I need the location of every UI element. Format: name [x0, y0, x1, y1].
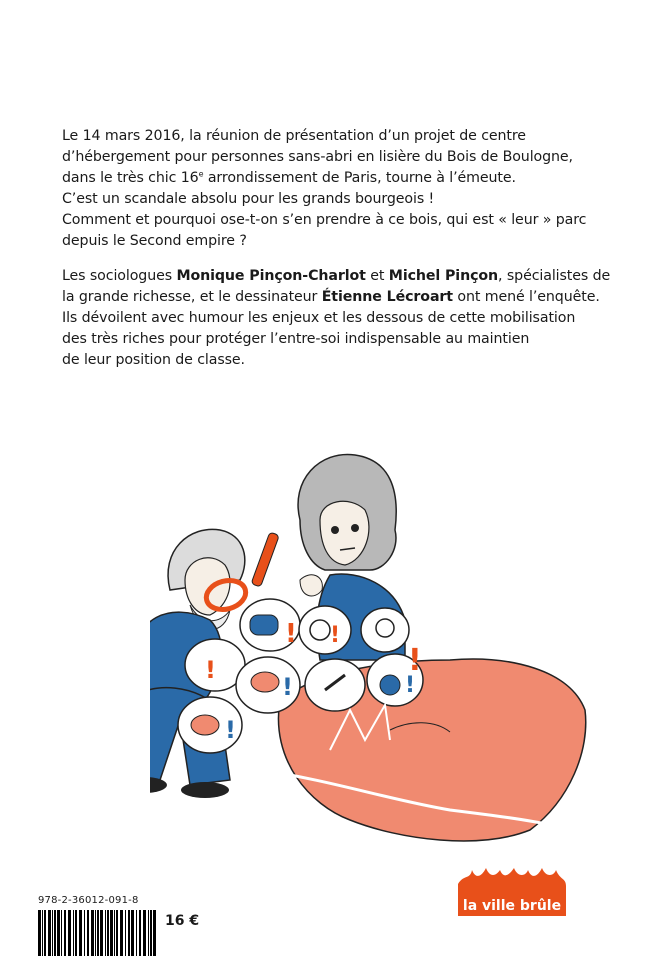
svg-text:!: !	[225, 716, 236, 744]
text-line	[62, 126, 622, 147]
barcode-bar	[61, 910, 62, 956]
barcode-bar	[139, 910, 141, 956]
barcode-bar	[150, 910, 152, 956]
text-segment: des très riches pour protéger l’entre-soi indispensable au maintien	[62, 331, 530, 347]
barcode-bar	[131, 910, 134, 956]
barcode-bar	[42, 910, 43, 956]
barcode-bar	[75, 910, 77, 956]
svg-text:!: !	[408, 643, 422, 678]
barcode-bar	[84, 910, 85, 956]
summary-paragraph-2	[62, 266, 622, 371]
barcode-bar	[114, 910, 115, 956]
price: 16 €	[165, 913, 200, 929]
text-line	[62, 329, 622, 350]
svg-text:!: !	[330, 623, 341, 648]
barcode-bar	[48, 910, 51, 956]
text-line	[62, 231, 622, 252]
text-segment: dans le très chic 16	[62, 170, 199, 186]
barcode-bar	[91, 910, 94, 956]
barcode-bar	[54, 910, 56, 956]
svg-text:!: !	[282, 673, 293, 701]
text-line	[62, 189, 622, 210]
text-line	[62, 350, 622, 371]
text-line	[62, 168, 622, 189]
barcode	[38, 910, 156, 956]
text-segment: depuis le Second empire ?	[62, 233, 247, 249]
text-segment: arrondissement de Paris, tourne à l’émeute.	[203, 170, 516, 186]
text-line	[62, 147, 622, 168]
text-segment: Les sociologues	[62, 268, 177, 284]
barcode-bar	[116, 910, 118, 956]
barcode-bar	[97, 910, 99, 956]
barcode-bar	[95, 910, 96, 956]
barcode-bar	[125, 910, 126, 956]
cover-illustration	[150, 420, 590, 860]
barcode-bar	[73, 910, 74, 956]
text-segment: Comment et pourquoi ose-t-on s’en prendre à ce bois, qui est « leur » parc	[62, 212, 587, 228]
text-line	[62, 287, 622, 308]
text-segment: d’hébergement pour personnes sans-abri en lisière du Bois de Boulogne,	[62, 149, 573, 165]
barcode-bar	[120, 910, 123, 956]
text-segment: de leur position de classe.	[62, 352, 245, 368]
author-name: Michel Pinçon	[388, 268, 499, 284]
barcode-bar	[52, 910, 53, 956]
svg-text:!: !	[205, 656, 216, 684]
text-line	[62, 210, 622, 231]
text-line	[62, 308, 622, 329]
barcode-bar	[148, 910, 149, 956]
barcode-bar	[128, 910, 130, 956]
barcode-bar	[44, 910, 46, 956]
barcode-bar	[79, 910, 82, 956]
barcode-bar	[107, 910, 109, 956]
author-name: Monique Pinçon-Charlot	[176, 268, 366, 284]
barcode-bar	[68, 910, 71, 956]
barcode-bar	[105, 910, 106, 956]
text-segment: Ils dévoilent avec humour les enjeux et les dessous de cette mobilisation	[62, 310, 576, 326]
svg-text:!: !	[405, 673, 416, 698]
text-segment: e	[198, 169, 204, 179]
isbn: 978-2-36012-091-8	[38, 895, 139, 906]
publisher-logo-text: la ville brûle	[462, 898, 562, 914]
barcode-bar	[64, 910, 66, 956]
text-segment: ont mené l’enquête.	[453, 289, 600, 305]
author-name: Étienne Lécroart	[321, 289, 453, 305]
summary-paragraph-1	[62, 126, 622, 252]
barcode-bar	[100, 910, 103, 956]
barcode-bar	[136, 910, 137, 956]
barcode-bar	[38, 910, 41, 956]
text-segment: la grande richesse, et le dessinateur	[62, 289, 322, 305]
barcode-bar	[87, 910, 89, 956]
barcode-bar	[110, 910, 113, 956]
text-line	[62, 266, 622, 287]
barcode-bar	[57, 910, 60, 956]
svg-text:!: !	[285, 619, 297, 649]
text-segment: , spécialistes de	[498, 268, 611, 284]
text-segment: Le 14 mars 2016, la réunion de présentation d’un projet de centre	[62, 128, 526, 144]
barcode-bar	[153, 910, 156, 956]
publisher-logo	[456, 866, 568, 916]
text-segment: C’est un scandale absolu pour les grands bourgeois !	[62, 191, 435, 207]
barcode-bar	[143, 910, 146, 956]
text-segment: et	[365, 268, 389, 284]
